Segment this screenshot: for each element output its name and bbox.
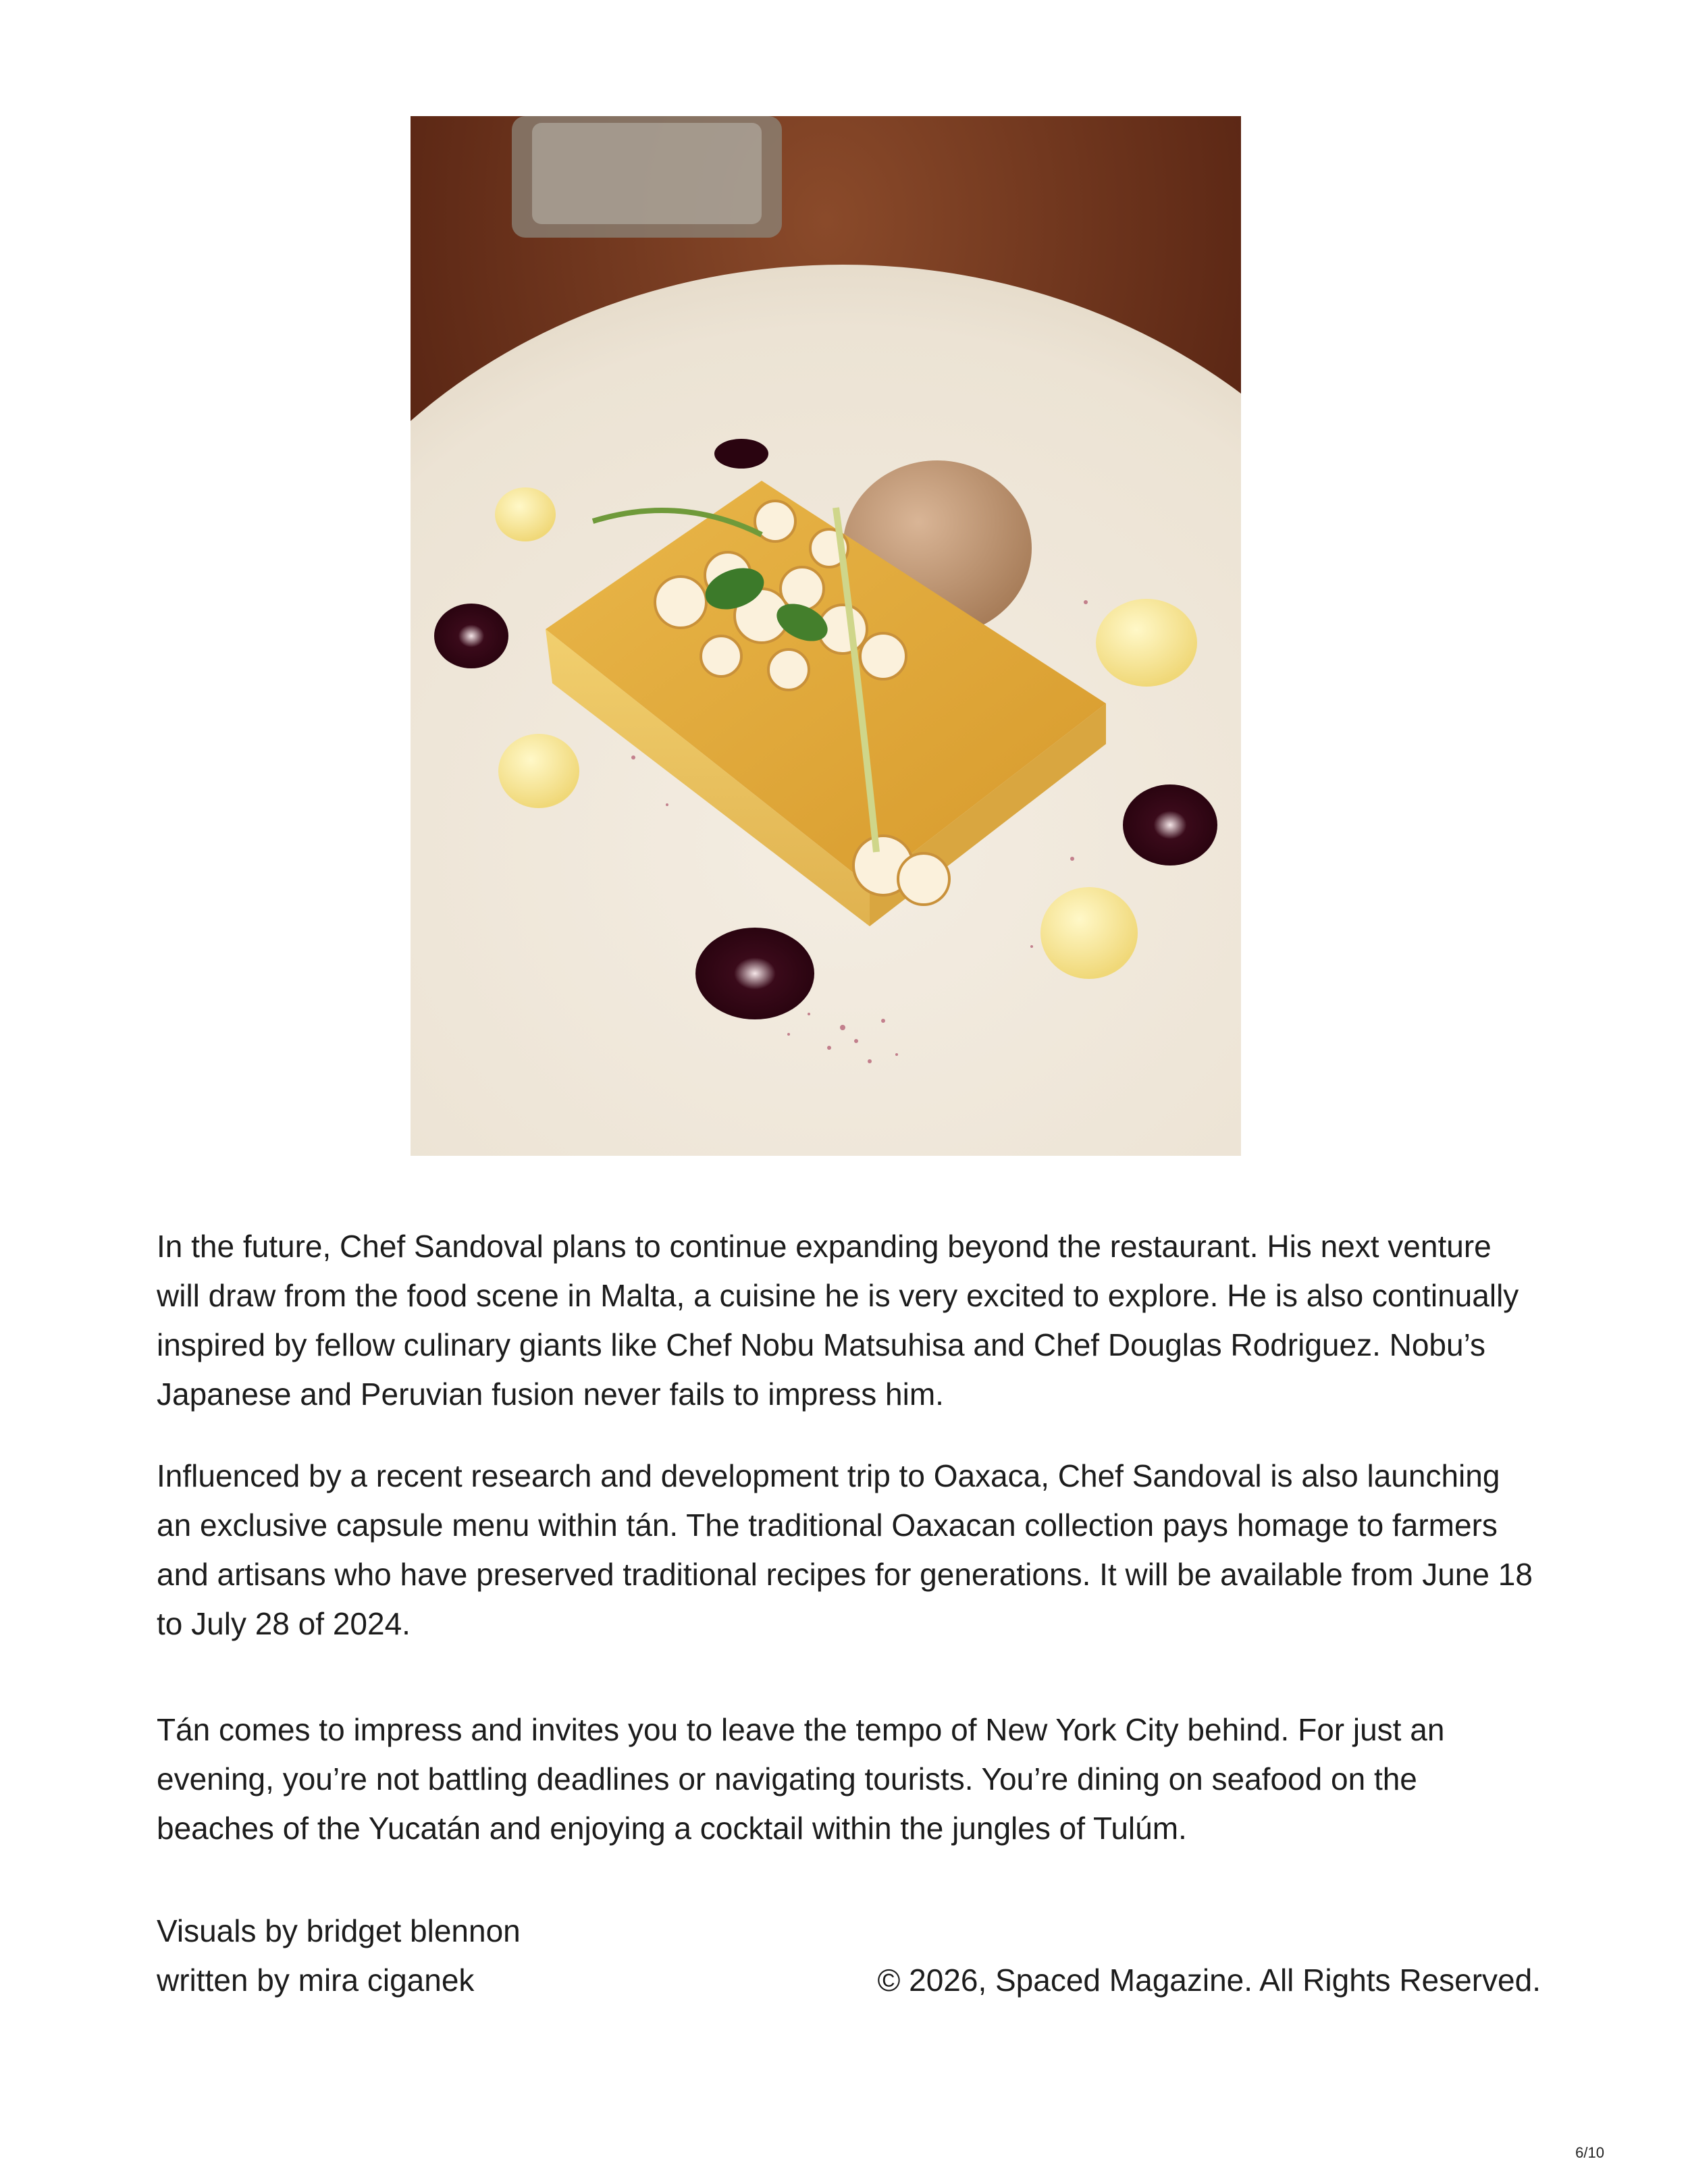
page-number: 6/10 (1575, 2144, 1604, 2161)
dessert-illustration (411, 116, 1241, 1156)
copyright-notice: © 2026, Spaced Magazine. All Rights Reserved. (877, 1963, 1541, 1998)
visuals-credit: Visuals by bridget blennon (157, 1913, 521, 1948)
dessert-photo (411, 116, 1241, 1156)
paragraph-oaxaca-menu: Influenced by a recent research and development trip to Oaxaca, Chef Sandoval is also launching an exclusive capsule menu within tán. The traditional Oaxacan collection pays homage to farmers and artisans who have preserved traditional recipes for generations. It will be available from June 18 to July 28 of 2024. (157, 1458, 1533, 1641)
paragraph-closing: Tán comes to impress and invites you to leave the tempo of New York City behind. For just an evening, you’re not battling deadlines or navigating tourists. You’re dining on seafood on the beaches of the Yucatán and enjoying a cocktail within the jungles of Tulúm. (157, 1712, 1445, 1846)
writer-credit: written by mira ciganek (157, 1963, 475, 1998)
paragraph-future-plans: In the future, Chef Sandoval plans to continue expanding beyond the restaurant. His next venture will draw from the food scene in Malta, a cuisine he is very excited to explore. He is also continually inspired by fellow culinary giants like Chef Nobu Matsuhisa and Chef Douglas Rodriguez. Nobu’s Japanese and Peruvian fusion never fails to impress him. (157, 1229, 1519, 1412)
credits (157, 1907, 1541, 2005)
